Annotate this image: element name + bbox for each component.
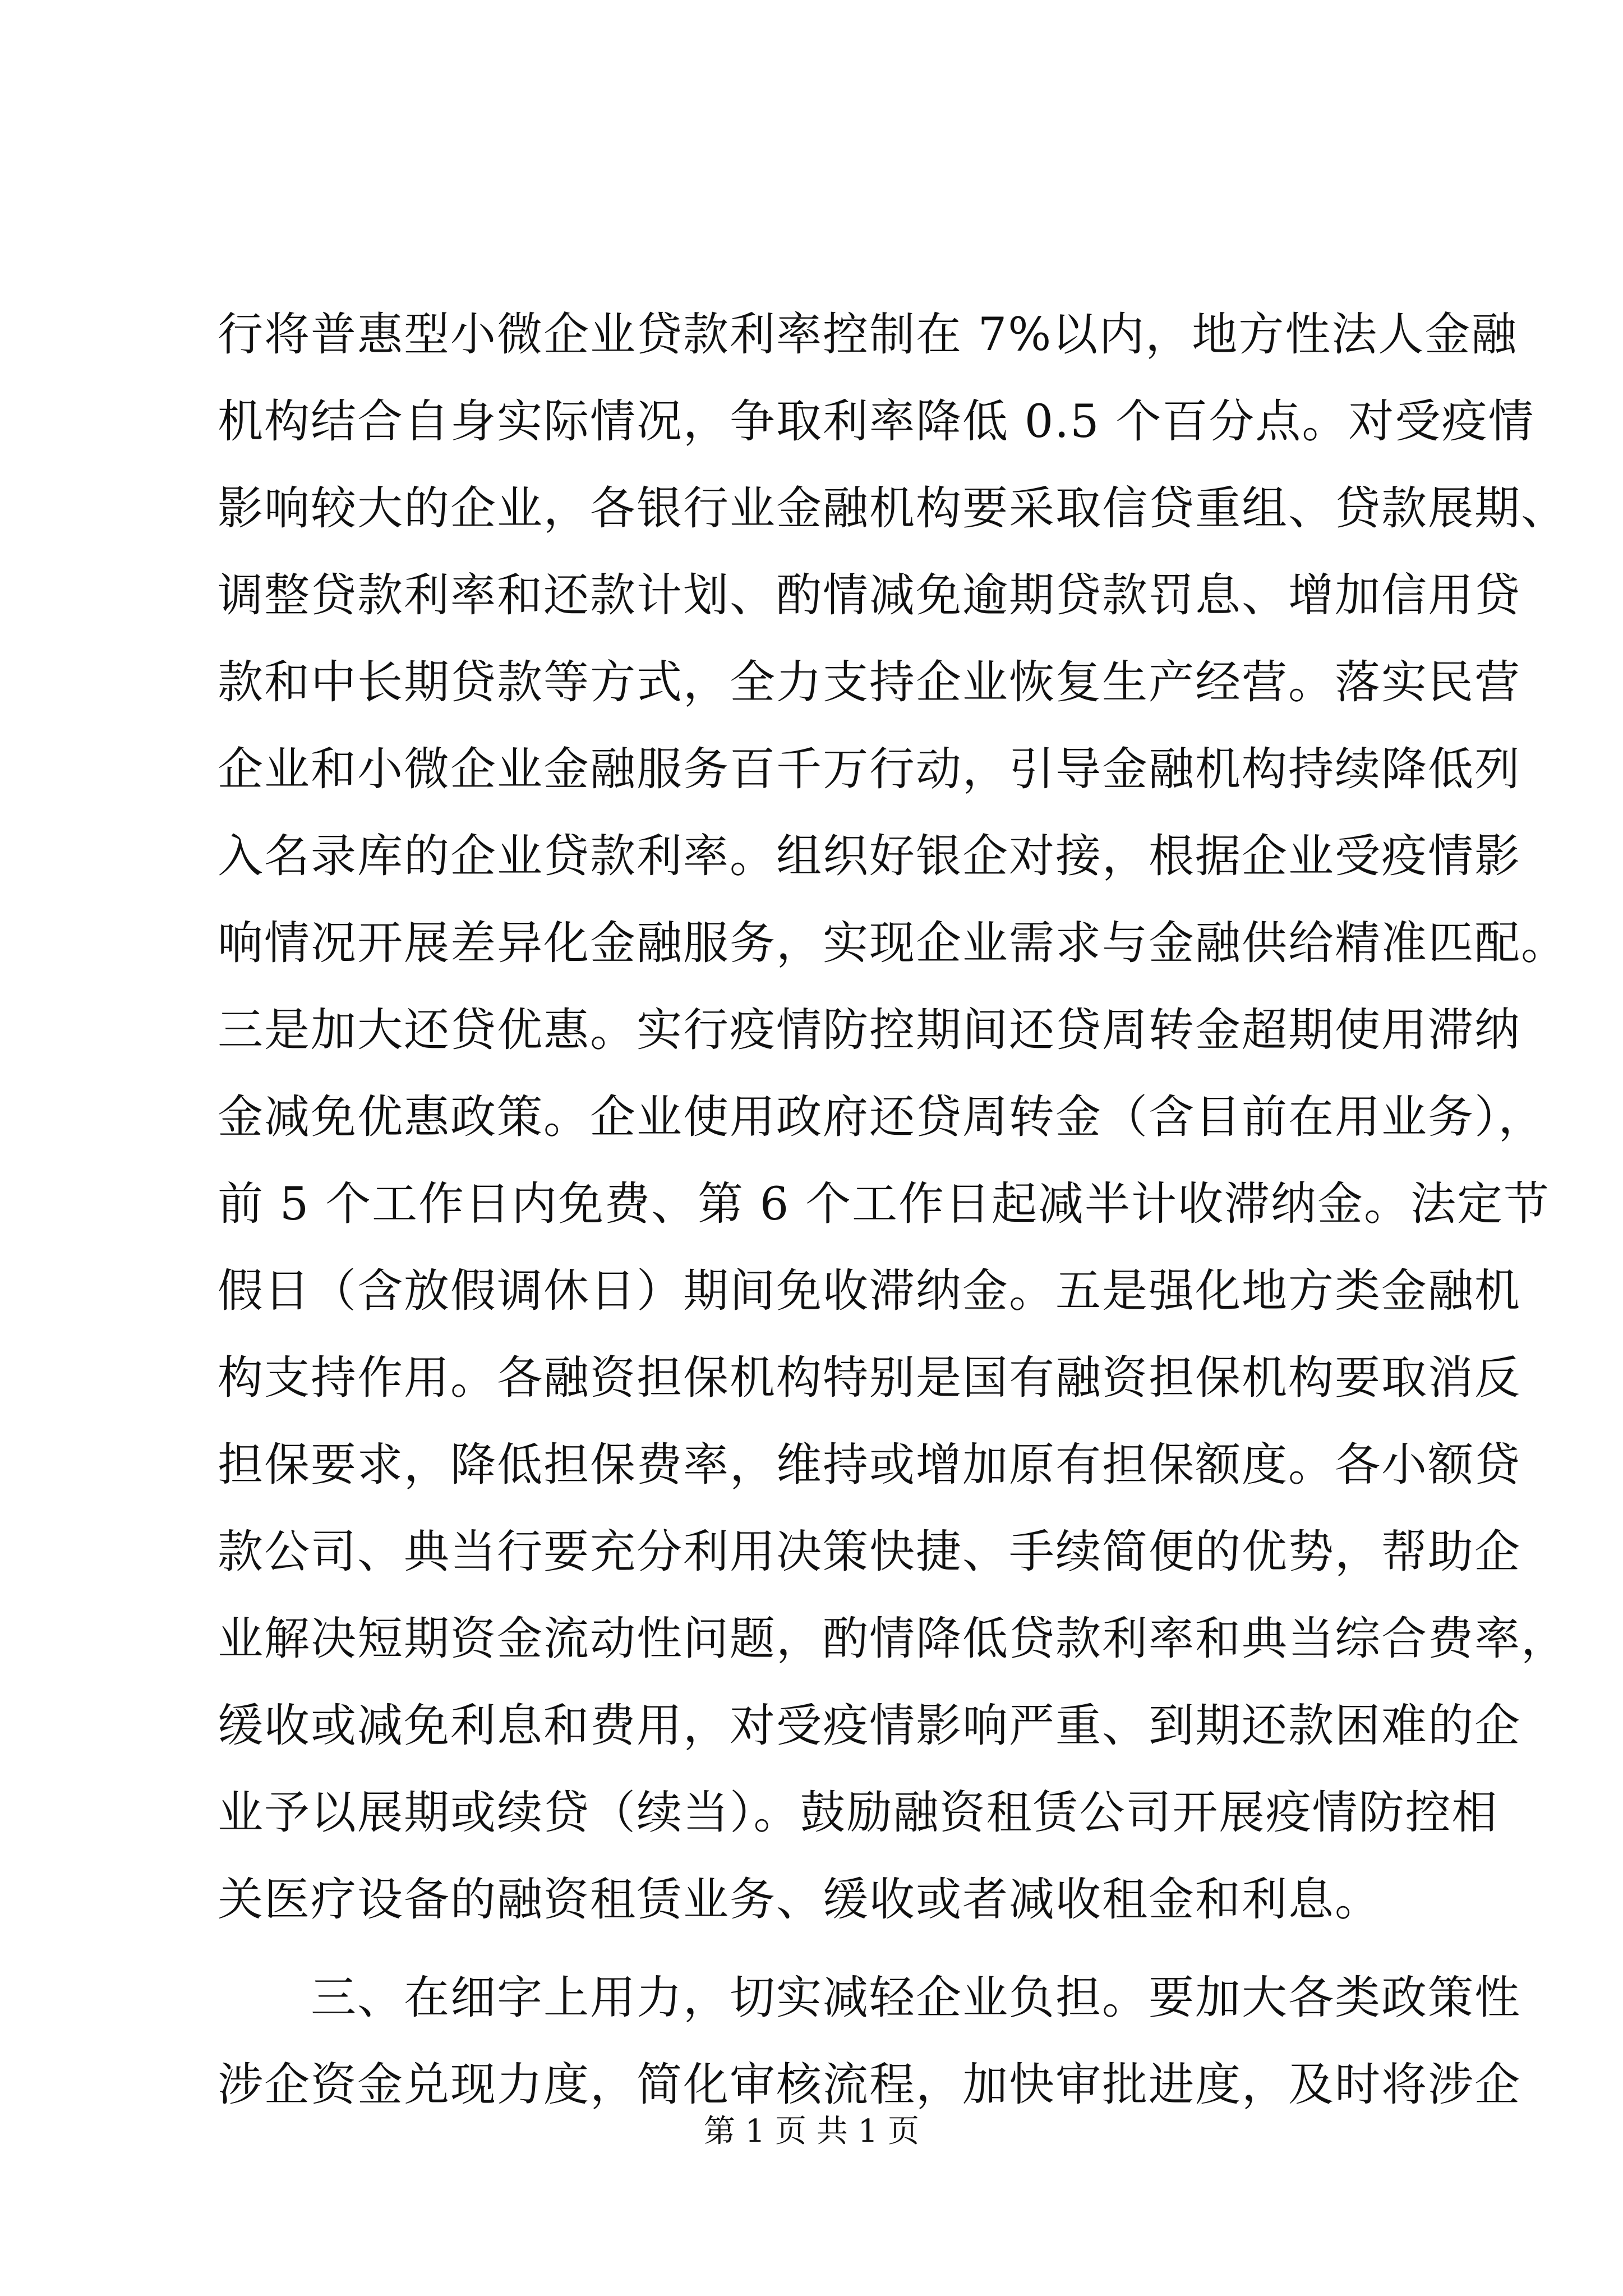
text-line: 担保要求，降低担保费率，维持或增加原有担保额度。各小额贷 xyxy=(218,1439,1521,1492)
text-line: 业予以展期或续贷（续当）。鼓励融资租赁公司开展疫情防控相 xyxy=(218,1787,1498,1839)
text-line: 金减免优惠政策。企业使用政府还贷周转金（含目前在用业务）， xyxy=(218,1091,1545,1144)
text-line: 响情况开展差异化金融服务，实现企业需求与金融供给精准匹配。 xyxy=(218,917,1568,970)
text-line: 关医疗设备的融资租赁业务、缓收或者减收租金和利息。 xyxy=(218,1874,1382,1926)
text-line: 构支持作用。各融资担保机构特别是国有融资担保机构要取消反 xyxy=(218,1352,1521,1405)
text-line: 三是加大还贷优惠。实行疫情防控期间还贷周转金超期使用滞纳 xyxy=(218,1004,1521,1057)
text-line: 业解决短期资金流动性问题，酌情降低贷款利率和典当综合费率， xyxy=(218,1613,1568,1665)
page-footer: 第 1 页 共 1 页 xyxy=(703,2113,920,2150)
paragraph-2 xyxy=(218,1955,1521,2129)
text-line: 入名录库的企业贷款利率。组织好银企对接，根据企业受疫情影 xyxy=(218,830,1521,883)
text-line: 影响较大的企业，各银行业金融机构要采取信贷重组、贷款展期、 xyxy=(218,482,1568,535)
text-line: 调整贷款利率和还款计划、酌情减免逾期贷款罚息、增加信用贷 xyxy=(218,569,1521,622)
body-text xyxy=(218,292,1568,2129)
text-line: 涉企资金兑现力度，简化审核流程，加快审批进度，及时将涉企 xyxy=(218,2059,1521,2111)
text-line: 款和中长期贷款等方式，全力支持企业恢复生产经营。落实民营 xyxy=(218,656,1521,709)
text-line: 假日（含放假调休日）期间免收滞纳金。五是强化地方类金融机 xyxy=(218,1265,1521,1318)
text-line: 缓收或减免利息和费用，对受疫情影响严重、到期还款困难的企 xyxy=(218,1700,1521,1752)
text-line: 行将普惠型小微企业贷款利率控制在 7%以内，地方性法人金融 xyxy=(218,309,1518,361)
text-line: 三、在细字上用力，切实减轻企业负担。要加大各类政策性 xyxy=(218,1972,1521,2024)
text-line: 机构结合自身实际情况，争取利率降低 0.5 个百分点。对受疫情 xyxy=(218,395,1535,448)
text-line: 款公司、典当行要充分利用决策快捷、手续简便的优势，帮助企 xyxy=(218,1526,1521,1579)
paragraph-spacer xyxy=(218,1944,1451,1955)
paragraph-1 xyxy=(218,292,1568,1944)
text-line: 企业和小微企业金融服务百千万行动，引导金融机构持续降低列 xyxy=(218,743,1521,796)
text-line: 前 5 个工作日内免费、第 6 个工作日起减半计收滞纳金。法定节 xyxy=(218,1178,1551,1231)
